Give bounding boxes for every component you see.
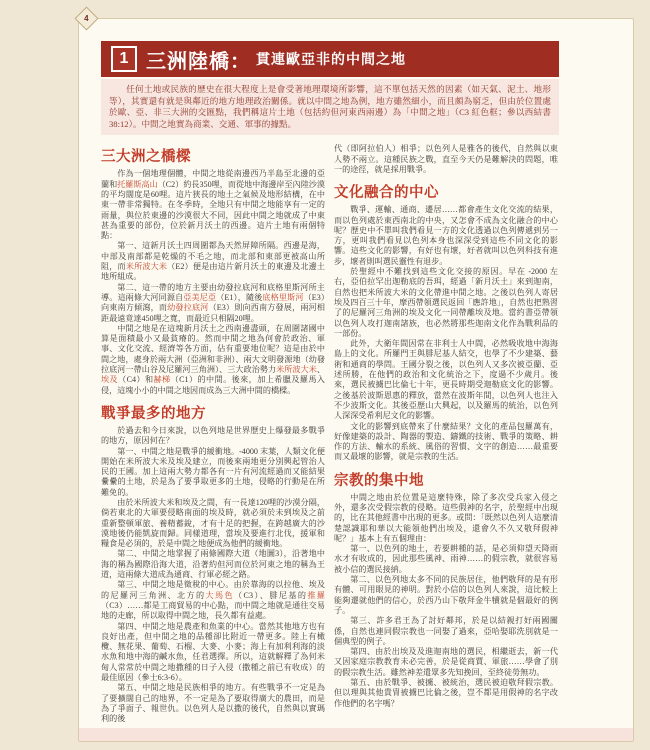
text-run: （E3）則向西南方發展，兩河相距最遠竟達450哩之寬，而最近只相隔20哩。 xyxy=(101,303,325,323)
paragraph xyxy=(334,205,558,267)
paragraph xyxy=(101,241,325,282)
text-run: 中間之地是在這塊新月沃土之西南邊盡頭，在周圍諸國中算是面積最小又最貧瘠的。然而中間之地為何會於政治、軍事、文化交流、經濟等各方面，佔有重要地位呢？這是由於中間之地，處身於兩大洲（亞洲和非洲）、兩大文明發源地（幼發拉底河一帶山谷及尼羅河三角洲）、三大政治勢力 xyxy=(101,323,325,375)
paragraph xyxy=(101,498,325,549)
chapter-title: 三洲陸橋： xyxy=(146,50,251,73)
map-reference-term: 米所波大米 xyxy=(125,262,168,272)
paragraph xyxy=(334,678,558,709)
text-run: （C2）約長350哩，而從地中海邊岸至內陸沙漠的平均闊度是60哩。這片狹長的地土之氣候及地形結構，在中東一帶非常獨特。在冬季時，全地只有中間之地能享有一定的雨量，與位於東邊的沙漠很大不同，因此中間之地就成了中東甚為重要的部份，位於新月沃土的西邊。這片土地有兩個特點： xyxy=(101,179,325,241)
bottom-accent-strip xyxy=(79,728,633,741)
paragraph xyxy=(101,426,325,447)
paragraph xyxy=(334,144,558,175)
page-number: 4 xyxy=(84,13,89,23)
text-run: 第三、中間之地是徵稅的中心。由於靠海的以拉他、埃及的尼羅河三角洲、北方的 xyxy=(101,580,325,600)
chapter-number-badge: 1 xyxy=(111,46,137,72)
right-column xyxy=(334,144,558,724)
paragraph xyxy=(334,267,558,339)
text-run: 中間之地由於位置是這麼特殊，除了多次受兵家入侵之外，還多次受假宗教的侵略。這些假神的名字，於聖經中出現的，比在其他經書中出現的更多。或問：「既然以色列人這麼清楚認識耶和華以大能領他們出埃及，還會久不久又敬拜假神呢？」基本上有五個理由： xyxy=(334,492,558,543)
text-run: （E3）向東南方傾瀉，而 xyxy=(101,292,325,313)
text-run: 於聖經中不難找到這些文化交接的原因。早在 -2000 左右，亞伯拉罕出迦勒底的吾珥，經過「新月沃土」來到迦南，自然也把米所波大米的文化帶進中間之地。之後以色列人寄居埃及四百三十年，摩西帶領選民返回「應許地」，自然也把熟習了的尼羅河三角洲的埃及文化一同帶離埃及地。當約書亞帶領以色列人攻打迦南諸族，也必然將那些迦南文化作為戰利品的一部份。 xyxy=(334,267,558,338)
paragraph xyxy=(101,549,325,580)
text-run: （C4）和 xyxy=(118,375,154,385)
text-run: 第四、中間之地是農產和魚業的中心。當然其他地方也有良好出產，但中間之地的品種卻比附近一帶更多。陸上有橄欖、無花果、葡萄、石榴、大麥、小麥；海上有加利利海的淡水魚和地中海的鹹水魚，任君選擇。所以，這就解釋了為何米甸人常常於中間之地撒種的日子入侵（撒種之前已有收成）的最佳原因（參士6:3-6）。 xyxy=(101,621,325,683)
text-run: 第一、中間之地是戰爭的緩衝地。-4000 末葉，人類文化便開始在米所波大米及埃及建立，而後來兩地更分別興起管治人民的王國。加上這兩大勢力都各有一片有河流經過而又能結果纍纍的土地，於是為了要爭取更多的土地，侵略的行動是在所難免的。 xyxy=(101,446,325,497)
text-run: 此外，大衛年間因常在非利士人中間，必然吸收地中海海島上的文化。所羅門王與腓尼基人結交，也學了不少建築、藝術和通商的學問。王國分裂之後，以色列人又多次被亞蘭、亞述所勝，在他們的政治和文化統治之下，度過不少歲月。後來，選民被擄巴比倫七十年，更長時期受迦勒底文化的影響。之後基於波斯恩惠的釋放，當然在波斯年間，以色列人也注入不少波斯文化。其後亞歷山大興起，以及羅馬的統治，以色列人深深受希利尼文化的影響。 xyxy=(334,339,558,421)
text-run: 戰爭、運輸、通商、遷居……都會產生文化交流的結果，而以色列處於東西南北的中央，又怎會不成為文化融合的中心呢？歷史中不單叫我們看見一方的文化透過以色列傳遞到另一方，更叫我們看見以色列本身也深深受到這些不同文化的影響。這些文化的影響，有好也有壞，好者就叫以色列科技有進步，壞者則叫選民靈性有退步。 xyxy=(334,205,558,266)
paragraph xyxy=(101,622,325,684)
text-run: 第二、這一帶的地方主要由幼發拉底河和底格里斯河所主導。這兩條大河同源自 xyxy=(101,282,325,302)
section-heading: 三大洲之橋樑 xyxy=(101,149,191,166)
paragraph xyxy=(334,575,558,616)
page-frame xyxy=(78,13,634,742)
text-run: 、 xyxy=(316,365,325,375)
paragraph xyxy=(101,683,325,724)
paragraph xyxy=(101,580,325,621)
paragraph xyxy=(334,544,558,575)
map-reference-term: 亞美尼亞 xyxy=(183,292,217,302)
text-run: （E1），隨後 xyxy=(216,292,263,302)
map-reference-term: 推羅 xyxy=(307,590,325,600)
left-column xyxy=(101,144,325,724)
text-run: 第五、中間之地是民族相爭的地方。有些戰爭不一定是為了要擴闊自己的地界，不一定是為了要取得廣大的農田，而是為了爭面子、報世仇。以色列人是以撒的後代，自然與以實瑪利的後 xyxy=(101,683,325,724)
intro-paragraph: 任何土地或民族的歷史在很大程度上是會受著地理環境所影響，這不單包括天然的因素（如天氣、泥土、地形等），其實還有就是與鄰近的地方地理政治關係。就以中間之地為例，地方雖然細小，而且頗為窮乏，但由於位置處於歐、亞、非三大洲的交匯點，我們稱這片土地（包括約但河東西兩邊）為「中間之地」（C3 紅色框；參以西結書38:12）。中間之地實為商業、交通、軍事的據點。 xyxy=(101,79,559,135)
section-heading: 宗教的集中地 xyxy=(334,472,424,489)
paragraph xyxy=(334,339,558,421)
text-run: （E2）便是由這片新月沃土的東邊及北邊土地所組成。 xyxy=(101,262,325,282)
paragraph xyxy=(101,447,325,498)
text-run: 第二、中間之地掌握了兩條國際大道（地圖3），沿著地中海的稱為國際沿海大道，沿著約但河而位於河東之地的稱為王道，這兩條大道成為通商、行軍必經之路。 xyxy=(101,549,325,580)
text-run: （C1）的中間。後來，加上希臘及羅馬入侵，這塊小小的中間之地因而成為三大洲中間的橋樑。 xyxy=(101,375,325,395)
map-reference-term: 赫梯 xyxy=(153,375,171,385)
two-column-body xyxy=(101,144,559,724)
text-run: 第二、以色列地太多不同的民族居住，他們敬拜的是有形有體、可用眼見的神明。對於小信的以色列人來說，這比較上能夠遷就他們的信心，於西乃山下敬拜金牛犢就是個最好的例子。 xyxy=(334,575,558,615)
map-reference-term: 米所波大米 xyxy=(276,365,317,375)
text-run: 代（即阿拉伯人）相爭；以色列人是雅各的後代，自然與以東人勢不兩立。這種民族之戰，直至今天仍是難解決的問題，唯一的途徑，就是採用戰爭。 xyxy=(334,144,558,174)
text-run: 由於米所波大米和埃及之間，有一長達120哩的沙漠分隔，倘若東北的大軍要侵略南面的埃及時，就必須於未到埃及之前重新整頓軍旅、養精蓄銳，才有十足的把握，在跨越廣大的沙漠地後仍能凱旋而歸。同樣道理，當埃及要進行北伐，援軍和糧食是必須的，於是中間之地便成為他們的緩衝地。 xyxy=(101,497,325,549)
paragraph xyxy=(101,283,325,324)
text-run: 文化的影響到底帶來了什麼結果？文化的產品包羅萬有，好像建築的設計、陶器的製造、鑄鐵的技術、戰爭的策略、耕作的方法、輸水的系統、風俗的習慣、文字的創造……最重要而又最壞的影響，就是宗教的生活。 xyxy=(334,421,558,462)
chapter-header xyxy=(101,41,559,77)
paragraph xyxy=(101,169,325,241)
text-run: 第三、許多君王為了討好鄰邦，於是以結親打好兩國關係，自然也連同假宗教也一同娶了過來，亞哈娶耶洗別就是一個典型的例子。 xyxy=(334,616,558,646)
text-run: 第一、這新月沃土四周圍都為天然屏障所隔。西邊是海，中部及南部都是乾燥的不毛之地，而北部和東部更被高山所阻，而 xyxy=(101,241,325,272)
chapter-subtitle: 貫連歐亞非的中間之地 xyxy=(256,51,406,67)
text-run: 第四、由於出埃及及進迦南地的選民，相繼逝去，新一代又因家庭宗教教育未必完善，於是從商賈、軍旅……學會了別的假宗教生活。雖然神差遣眾多先知挽回，至終徒勞無功。 xyxy=(334,647,558,677)
paragraph xyxy=(334,422,558,463)
section-heading: 文化融合的中心 xyxy=(334,185,439,202)
map-reference-term: 埃及 xyxy=(101,375,119,385)
page-content xyxy=(101,41,559,725)
text-run: 於過去和今日來說，以色列地是世界歷史上爆發最多戰爭的地方，原因何在？ xyxy=(101,425,325,446)
map-reference-term: 幼發拉底河 xyxy=(167,303,209,313)
paragraph xyxy=(101,324,325,396)
map-reference-term: 底格里斯河 xyxy=(262,292,304,302)
paragraph xyxy=(334,616,558,647)
text-run: 第五、由於戰爭、被擄、被統治，選民被迫敬拜假宗教。但以理與其他貴冑被擄巴比倫之後，豈不都是用假神的名字改作他們的名字嗎？ xyxy=(334,678,558,708)
text-run: 作為一個地理個體，中間之地從南邊西乃半島至北邊的亞蘭和 xyxy=(101,169,325,189)
page-number-marker xyxy=(74,6,98,30)
text-run: 第一、以色列的地土，若要耕種的話，是必須仰望天降雨水才有收成的，因此那些風神、雨神……的假宗教，就很容易被小信的選民接納。 xyxy=(334,544,558,574)
paragraph xyxy=(334,493,558,544)
map-reference-term: 大馬色 xyxy=(205,590,235,600)
text-run: （C3）……都是工商貿易的中心點，而中間之地就是通往交易地的走廊，所以取得中間之地，長久都有益處。 xyxy=(101,600,325,621)
paragraph xyxy=(334,647,558,678)
map-reference-term: 托羅斯高山 xyxy=(117,179,158,189)
text-run: （C3）、腓尼基的 xyxy=(234,590,308,600)
section-heading: 戰爭最多的地方 xyxy=(101,405,206,422)
